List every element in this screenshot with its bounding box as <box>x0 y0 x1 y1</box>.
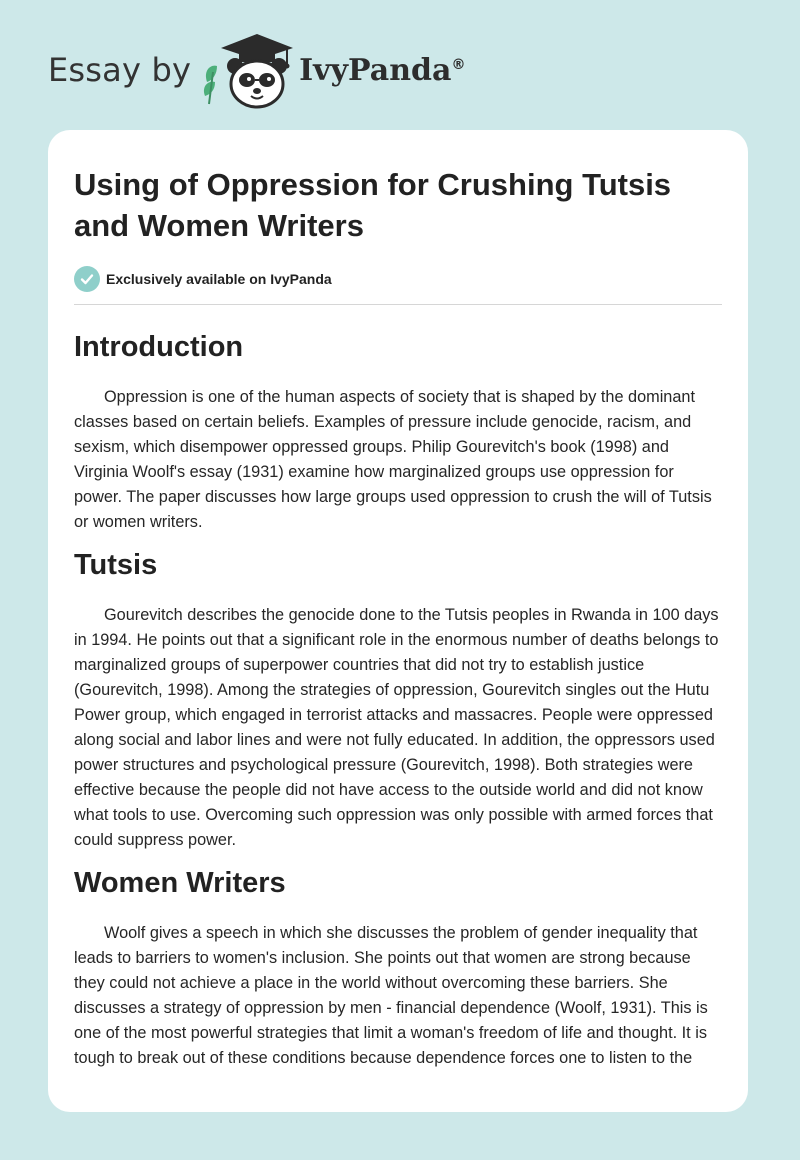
section-heading: Women Writers <box>74 867 286 899</box>
check-circle-icon <box>74 266 100 292</box>
exclusive-badge <box>74 266 722 292</box>
section-paragraph: Oppression is one of the human aspects of society that is shaped by the dominant classes based on certain beliefs. Examples of pressure include genocide, racism, and sexism, which disempower oppressed groups. Philip Gourevitch's book (1998) and Virginia Woolf's essay (1931) examine how marginalized groups use oppression for power. The paper discusses how large groups used oppression to crush the will of Tutsis or women writers. <box>74 388 712 531</box>
brand-header[interactable] <box>48 30 465 110</box>
section-heading: Tutsis <box>74 549 158 581</box>
brand-name: IvyPanda® <box>299 52 466 88</box>
section-paragraph: Woolf gives a speech in which she discusses the problem of gender inequality that leads to barriers to women's inclusion. She points out that women are strong because they could not achieve a place in the world without overcoming these barriers. She discusses a strategy of oppression by men - financial dependence (Woolf, 1931). This is one of the most powerful strategies that limit a woman's freedom of life and thought. It is tough to break out of these conditions because dependence forces one to listen to the <box>74 924 708 1067</box>
essay-card <box>48 130 748 1112</box>
section-heading: Introduction <box>74 331 244 363</box>
divider <box>74 304 722 305</box>
section-tutsis <box>74 547 722 853</box>
section-paragraph: Gourevitch describes the genocide done to the Tutsis peoples in Rwanda in 100 days in 1994. He points out that a significant role in the enormous number of deaths belongs to marginalized groups of superpower countries that did not try to establish justice (Gourevitch, 1998). Among the strategies of oppression, Gourevitch singles out the Hutu Power group, which engaged in terrorist attacks and massacres. People were oppressed along social and labor lines and were not fully educated. In addition, the oppressors used power structures and psychological pressure (Gourevitch, 1998). Both strategies were effective because the people did not have access to the outside world and did not know what tools to use. Overcoming such oppression was only possible with armed forces that could suppress power. <box>74 606 719 849</box>
section-women-writers <box>74 865 722 1071</box>
section-introduction <box>74 329 722 535</box>
panda-graduate-icon <box>201 30 295 110</box>
badge-text: Exclusively available on IvyPanda <box>106 271 332 287</box>
essay-title: Using of Oppression for Crushing Tutsis and Women Writers <box>74 167 672 243</box>
brand-prefix: Essay by <box>48 51 192 89</box>
